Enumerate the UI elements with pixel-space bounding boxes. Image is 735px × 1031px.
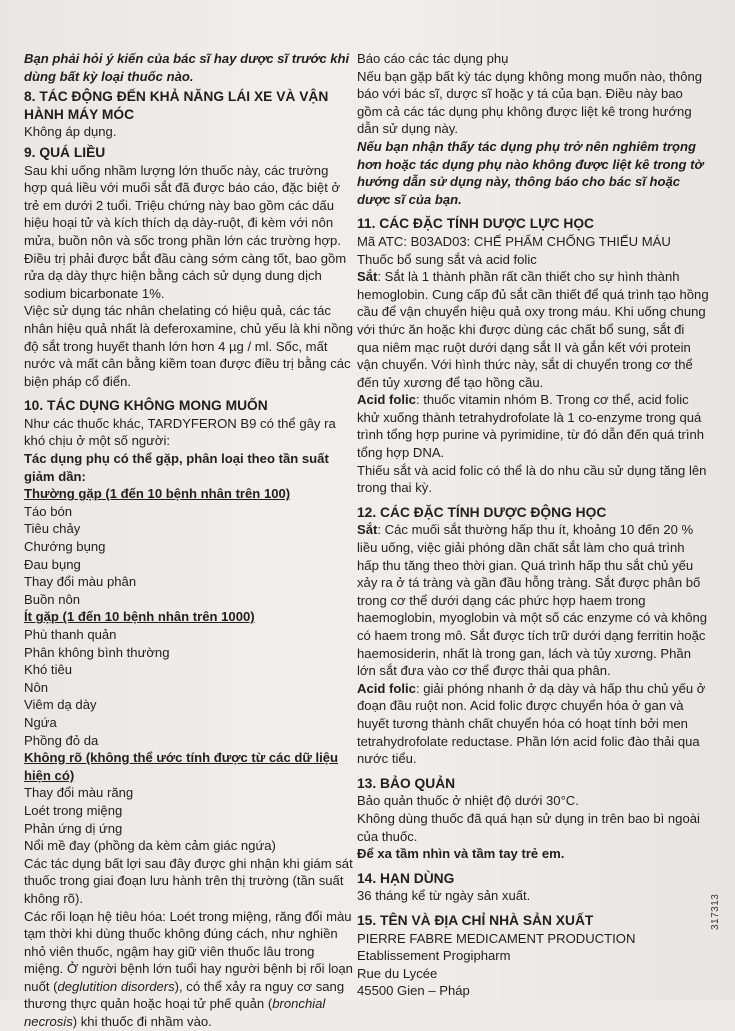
list-item: Nổi mề đay (phồng da kèm cảm giác ngứa) [24, 838, 276, 854]
common-effects-heading: Thường gặp (1 đến 10 bệnh nhân trên 100) [24, 486, 291, 502]
section-13-line-1: Bảo quản thuốc ở nhiệt độ dưới 30°C. [357, 793, 579, 809]
list-item: Viêm dạ dày [24, 697, 97, 713]
section-11-folic [357, 391, 709, 461]
list-item: Táo bón [24, 503, 73, 519]
text-run-bold: Acid folic [357, 392, 416, 408]
list-item: Ngứa [24, 714, 57, 730]
left-column [24, 50, 354, 1031]
section-11-atc-code: Mã ATC: B03AD03: CHẾ PHẨM CHỐNG THIẾU MÁU [357, 233, 671, 249]
section-14-title: 14. HẠN DÙNG [357, 870, 455, 886]
text-run: ) khi thuốc đi nhầm vào. [72, 1014, 212, 1030]
section-9-paragraph-2: Điều trị phải được bắt đầu càng sớm càng tốt, bao gồm rửa dạ dày thực hiện bằng cách sử dụng dung dịch sodium bicarbonate 1%. [24, 250, 347, 301]
text-run-bold: Sắt [357, 522, 378, 538]
manufacturer-line: Etablissement Progipharm [357, 948, 511, 964]
report-paragraph-1: Nếu bạn gặp bất kỳ tác dụng không mong muốn nào, thông báo với bác sĩ, dược sĩ hoặc y tá của bạn. Điều này bao gồm cả các tác dụng phụ không được liệt kê trong hướng dẫn sử dụng này. [357, 68, 703, 137]
section-10-paragraph-2 [24, 908, 354, 1031]
section-8-title: 8. TÁC ĐỘNG ĐẾN KHẢ NĂNG LÁI XE VÀ VẬN HÀNH MÁY MÓC [24, 89, 329, 122]
section-11-iron [357, 268, 709, 391]
list-item: Đau bụng [24, 556, 81, 572]
list-item: Buồn nôn [24, 591, 81, 607]
section-10-intro: Như các thuốc khác, TARDYFERON B9 có thể gây ra khó chịu ở một số người: [24, 415, 336, 449]
text-run: : giải phóng nhanh ở dạ dày và hấp thu chủ yếu ở đoạn đầu ruột non. Acid folic được chuyển hóa ở gan và huyết tương thành chất chuyển hóa có hoạt tính bởi men tetrahydrofolate reductase. Phần lớn acid folic đào thải qua nước tiểu. [357, 680, 706, 767]
common-effects-list [24, 503, 354, 609]
section-10-title: 10. TÁC DỤNG KHÔNG MONG MUỐN [24, 398, 268, 414]
section-14-body: 36 tháng kể từ ngày sản xuất. [357, 888, 531, 904]
text-run: : Sắt là 1 thành phần rất cần thiết cho sự hình thành hemoglobin. Cung cấp đủ sắt cần thiết để quá trình tạo hồng cầu để vận chuyển hiệu quả oxy trong máu. Khi uống chung với thức ăn hoặc khi được dùng các chất bổ sung, sắt đi qua niêm mạc ruột dưới dạng sắt II và gắn kết với protein vận chuyển. Với hình thức này, sắt di chuyển trong cơ thể đến tủy xương để tạo hồng cầu. [357, 269, 709, 390]
section-8-body: Không áp dụng. [24, 124, 117, 140]
unknown-effects-list [24, 784, 354, 854]
text-run: Các rối loạn hệ tiêu hóa: Loét trong miệng, răng đổi màu tạm thời khi dùng thuốc không đúng cách, như nghiền nhỏ viên thuốc, ngậm hay giữ viên thuốc lâu trong miệng. Ở người bệnh lớn tuổi hay người bệnh bị rối loạn nuốt ( [24, 908, 353, 994]
report-paragraph-2: Nếu bạn nhận thấy tác dụng phụ trở nên nghiêm trọng hơn hoặc tác dụng phụ nào không được liệt kê trong tờ hướng dẫn sử dụng này, thông báo cho bác sĩ hoặc dược sĩ của bạn. [357, 138, 704, 207]
section-12-folic [357, 680, 709, 768]
section-10-classification: Tác dụng phụ có thể gặp, phân loại theo tần suất giảm dần: [24, 451, 329, 484]
list-item: Loét trong miệng [24, 802, 123, 818]
list-item: Phù thanh quản [24, 627, 117, 642]
list-item: Nôn [24, 679, 49, 695]
list-item: Chướng bụng [24, 539, 106, 555]
section-11-subtitle: Thuốc bổ sung sắt và acid folic [357, 251, 537, 267]
unknown-effects-heading: Không rõ (không thể ước tính được từ các dữ liệu hiện có) [24, 750, 339, 783]
section-9-paragraph-3: Việc sử dụng tác nhân chelating có hiệu quả, các tác nhân hiệu quả nhất là deferoxamine, chủ yếu là khi nồng độ sắt trong huyết thanh lớn hơn 4 µg / ml. Sốc, mất nước và mất cân bằng kiềm toan được điều trị bằng các biện pháp cổ điển. [24, 303, 354, 389]
uncommon-effects-heading: Ít gặp (1 đến 10 bệnh nhân trên 1000) [24, 609, 255, 625]
list-item: Phản ứng dị ứng [24, 820, 123, 836]
text-run-bold: Acid folic [357, 680, 416, 696]
list-item: Thay đổi màu phân [24, 574, 137, 590]
section-11-title: 11. CÁC ĐẶC TÍNH DƯỢC LỰC HỌC [357, 216, 595, 232]
section-11-paragraph-3: Thiếu sắt và acid folic có thể là do nhu cầu sử dụng tăng lên trong thai kỳ. [357, 462, 707, 496]
manufacturer-line: Rue du Lycée [357, 965, 438, 981]
list-item: Phồng đỏ da [24, 732, 99, 748]
right-column [357, 50, 709, 1000]
list-item: Thay đổi màu răng [24, 785, 134, 801]
text-run: : thuốc vitamin nhóm B. Trong cơ thể, acid folic khử xuống thành tetrahydrofolate là 1 co-enzyme trong quá trình tổng hợp purine và pyrimidine, từ đó dẫn đến quá trình tổng hợp DNA. [357, 392, 705, 461]
text-run-italic: deglutition disorders [57, 978, 175, 994]
list-item: Phân không bình thường [24, 644, 170, 660]
text-run: ), có thể xảy ra nguy cơ sang thương thực quản hoặc hoại tử phế quản ( [24, 978, 345, 1012]
section-9-paragraph-1: Sau khi uống nhầm lượng lớn thuốc này, các trường hợp quá liều với muối sắt đã được báo cáo, đặc biệt ở trẻ em dưới 2 tuổi. Triệu chứng này bao gồm các dấu hiệu hoại tử và kích thích dạ dày-ruột, đi kèm với nôn mửa, buồn nôn và sốc trong phần lớn các trường hợp. [24, 162, 341, 248]
section-13-title: 13. BẢO QUẢN [357, 775, 456, 791]
intro-text: Bạn phải hỏi ý kiến của bác sĩ hay dược sĩ trước khi dùng bất kỳ loại thuốc nào. [24, 51, 350, 84]
list-item: Tiêu chảy [24, 521, 81, 537]
manufacturer-line: PIERRE FABRE MEDICAMENT PRODUCTION [357, 930, 636, 946]
text-run: : Các muối sắt thường hấp thu ít, khoảng 10 đến 20 % liều uống, việc giải phóng dần chất sắt làm cho quá trình hấp thu tăng theo thời gian. Quá trình hấp thu sắt chủ yếu xảy ra ở tá tràng và gần đầu hỗng tràng. Sắt được phân bố trong cơ thể dưới dạng các phức hợp haem trong haemoglobin, myoglobin và một số các enzyme có và không có haem trong mô. Sắt được tích trữ dưới dạng ferritin hoặc haemosiderin, nhất là trong gan, lách và tủy xương. Phần lớn sắt đưa vào cơ thể được thải qua phân. [357, 522, 708, 679]
section-9-title: 9. QUÁ LIỀU [24, 144, 106, 160]
section-10-paragraph-1: Các tác dụng bất lợi sau đây được ghi nhận khi giám sát thuốc trong giai đoạn lưu hành trên thị trường (tần suất không rõ). [24, 855, 353, 906]
text-run-italic: bronchial necrosis [24, 996, 326, 1030]
section-12-title: 12. CÁC ĐẶC TÍNH DƯỢC ĐỘNG HỌC [357, 504, 607, 520]
report-heading: Báo cáo các tác dụng phụ [357, 51, 509, 66]
list-item: Khó tiêu [24, 662, 73, 678]
section-13-line-3: Để xa tầm nhìn và tầm tay trẻ em. [357, 846, 565, 862]
print-code: 317313 [710, 893, 721, 930]
manufacturer-line: 45500 Gien – Pháp [357, 983, 470, 999]
uncommon-effects-list [24, 626, 354, 749]
text-run-bold: Sắt [357, 269, 378, 285]
section-12-iron [357, 521, 709, 679]
section-13-line-2: Không dùng thuốc đã quá hạn sử dụng in trên bao bì ngoài của thuốc. [357, 810, 700, 844]
section-15-title: 15. TÊN VÀ ĐỊA CHỈ NHÀ SẢN XUẤT [357, 912, 594, 928]
